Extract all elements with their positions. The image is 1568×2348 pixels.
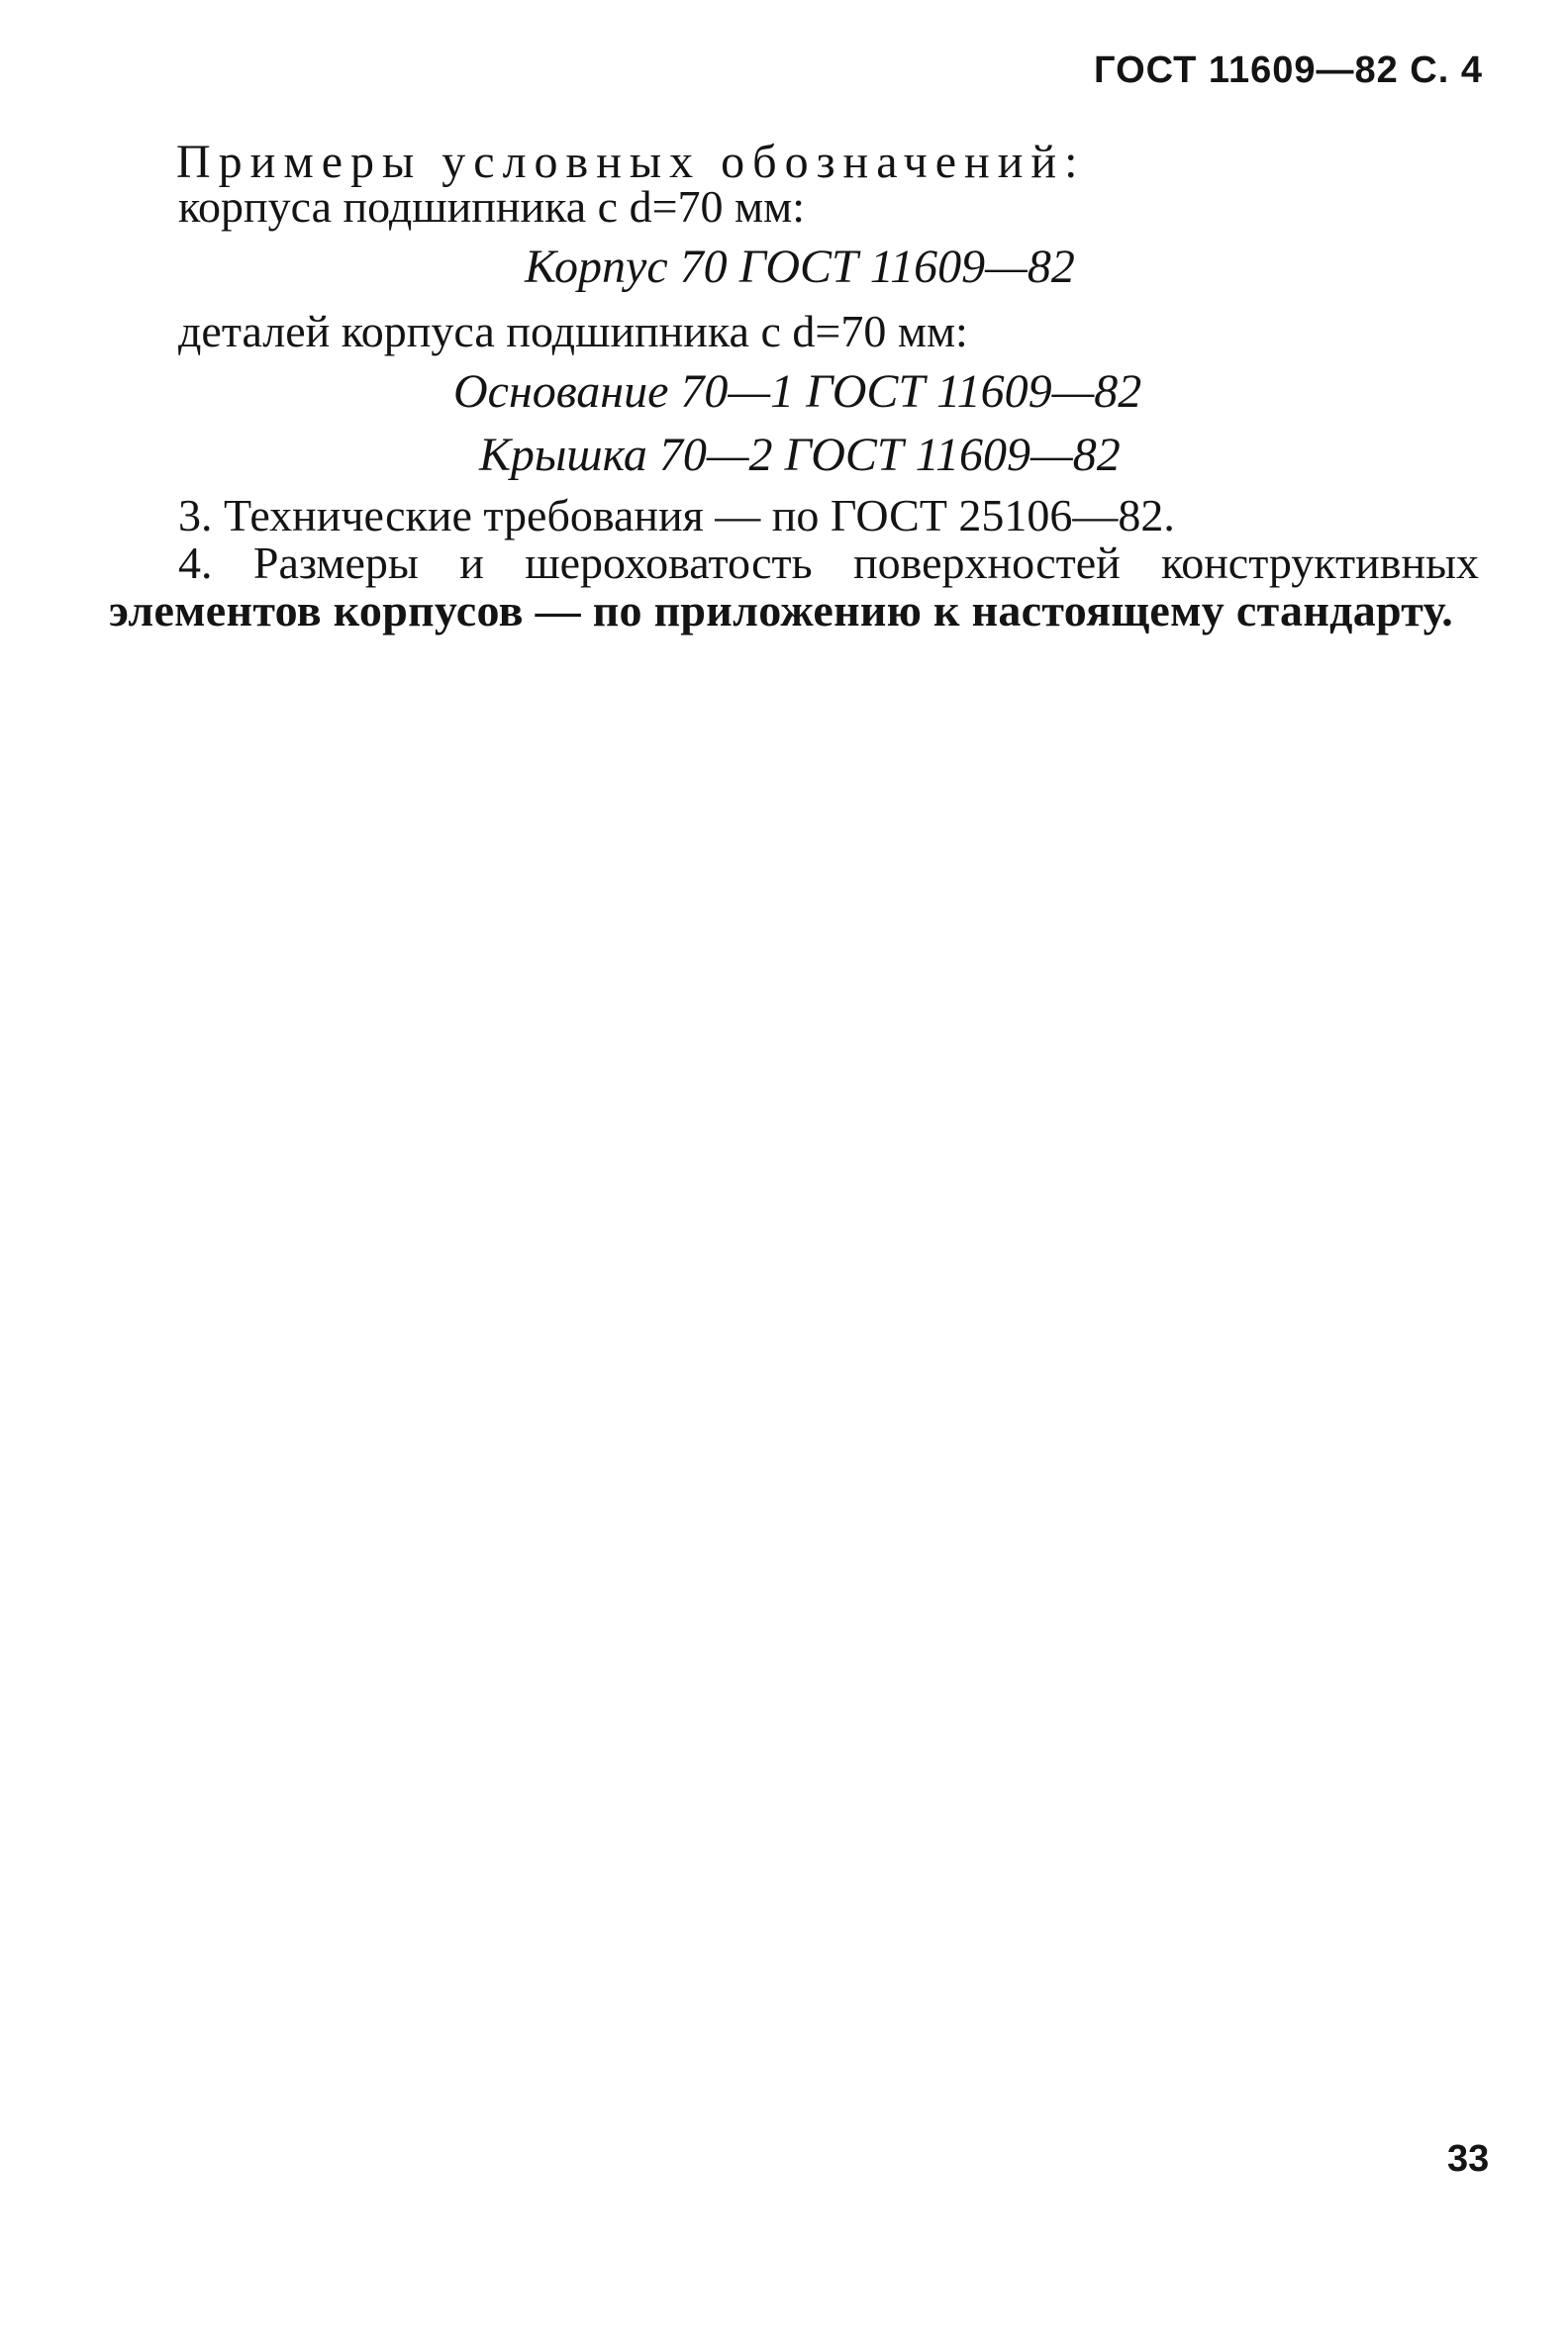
housing-example-intro: корпуса подшипника с d=70 мм: xyxy=(178,181,806,232)
parts-example-intro: деталей корпуса подшипника с d=70 мм: xyxy=(178,306,968,356)
item-4-line-2: элементов корпусов — по приложению к настоящему стандарту. xyxy=(109,585,1454,636)
housing-designation: Корпус 70 ГОСТ 11609—82 xyxy=(525,241,1075,293)
base-designation: Основание 70—1 ГОСТ 11609—82 xyxy=(453,365,1142,418)
page-number: 33 xyxy=(1447,2138,1490,2180)
item-3-technical-requirements: 3. Технические требования — по ГОСТ 25106—82. xyxy=(178,490,1175,540)
document-header: ГОСТ 11609—82 С. 4 xyxy=(1094,49,1483,91)
examples-heading: Примеры условных обозначений: xyxy=(176,136,1086,188)
cover-designation: Крышка 70—2 ГОСТ 11609—82 xyxy=(479,429,1121,481)
item-4-line-1: 4. Размеры и шероховатость поверхностей конструктивных xyxy=(178,538,1479,588)
